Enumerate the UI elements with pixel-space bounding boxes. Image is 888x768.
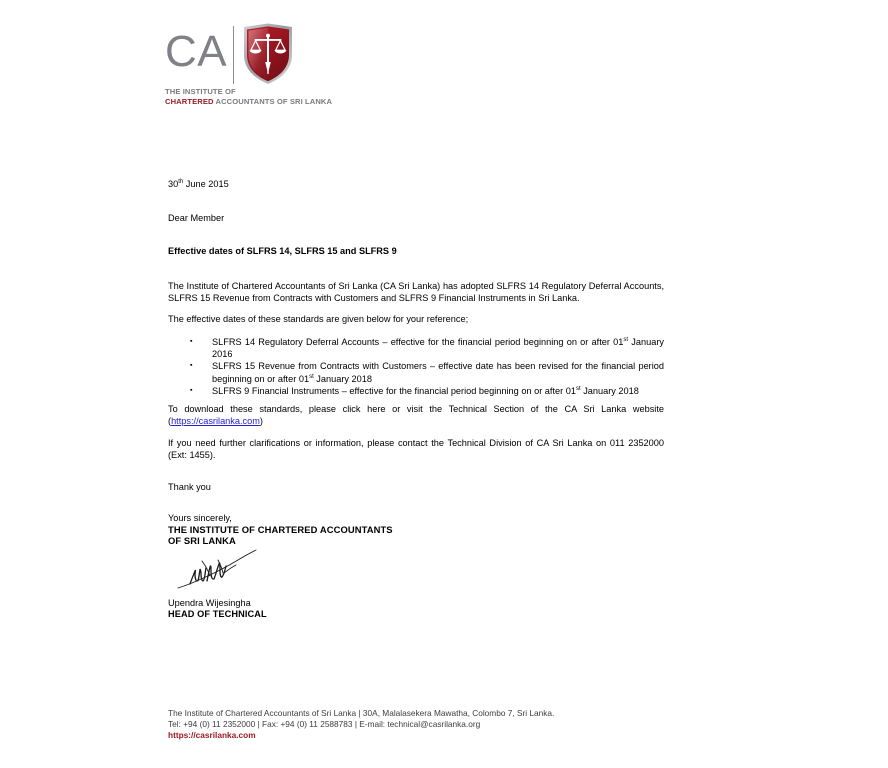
date-day: 30 xyxy=(168,179,179,189)
footer-contact: Tel: +94 (0) 11 2352000 | Fax: +94 (0) 11 2588783 | E-mail: technical@casrilanka.org xyxy=(168,719,481,729)
download-text-post: ) xyxy=(259,416,263,427)
bullet-text-pre: SLFRS 9 Financial Instruments – effective for the financial period beginning on or after 01 xyxy=(212,385,576,396)
salutation: Dear Member xyxy=(168,213,225,223)
handwritten-signature xyxy=(176,548,286,594)
footer xyxy=(168,708,688,741)
bullet-ordinal: st xyxy=(309,373,314,380)
paragraph-effective-intro: The effective dates of these standards are given below for your reference; xyxy=(168,314,469,324)
list-item xyxy=(190,360,664,384)
closing-org-line2: OF SRI LANKA xyxy=(168,534,236,546)
list-item xyxy=(190,336,664,360)
logo-row xyxy=(165,26,525,84)
bullet-ordinal: st xyxy=(575,385,581,392)
thank-you-line: Thank you xyxy=(168,482,211,492)
bullet-text-pre: SLFRS 15 Revenue from Contracts with Customers – effective date has been revised for the financial period beginning on or after 01 xyxy=(212,361,664,384)
paragraph-contact: If you need further clarifications or information, please contact the Technical Division of CA Sri Lanka on 011 2352000 (Ext: 1455). xyxy=(168,438,664,461)
signer-name: Upendra Wijesingha xyxy=(168,598,251,608)
footer-address: The Institute of Chartered Accountants of Sri Lanka | 30A, Malalasekera Mawatha, Colombo 7, Sri Lanka. xyxy=(168,708,555,718)
bullet-ordinal: st xyxy=(623,336,629,343)
closing-salutation: Yours sincerely, xyxy=(168,513,232,523)
bullet-text-post: January 2016 xyxy=(212,337,664,360)
date-ordinal: th xyxy=(178,178,184,185)
scales-of-justice-shield-icon xyxy=(242,23,294,85)
paragraph-adoption: The Institute of Chartered Accountants of Sri Lanka (CA Sri Lanka) has adopted SLFRS 14 Regulatory Deferral Accounts, SLFRS 15 Revenue from Contracts with Customers and SLFRS 9 Financial Instruments in Sri Lanka. xyxy=(168,281,664,304)
logo-accountants-words: ACCOUNTANTS OF SRI LANKA xyxy=(213,97,333,106)
signer-block xyxy=(168,598,267,620)
closing-block xyxy=(168,513,468,546)
date-rest: June 2015 xyxy=(183,179,229,189)
bullet-marker: ▪ xyxy=(190,338,193,345)
bullet-text-post: January 2018 xyxy=(580,385,639,396)
logo-line-institute: THE INSTITUTE OF xyxy=(165,87,236,96)
download-text-pre: To download these standards, please click here or visit the Technical Section of the CA Sri Lanka website ( xyxy=(168,404,664,427)
subject-heading: Effective dates of SLFRS 14, SLFRS 15 and SLFRS 9 xyxy=(168,246,397,256)
bullet-text-post: January 2018 xyxy=(313,373,372,384)
paragraph-download xyxy=(168,403,664,427)
list-item xyxy=(190,385,664,397)
bullet-text-pre: SLFRS 14 Regulatory Deferral Accounts – effective for the financial period beginning on or after 01 xyxy=(212,337,624,347)
bullet-marker: ▪ xyxy=(190,362,193,370)
letter-date xyxy=(168,178,229,190)
signer-title: HEAD OF TECHNICAL xyxy=(168,609,267,619)
effective-dates-list xyxy=(190,336,664,397)
footer-website-url[interactable]: https://casrilanka.com xyxy=(168,730,256,740)
logo-chartered-word: CHARTERED xyxy=(165,97,214,106)
closing-org-line1: THE INSTITUTE OF CHARTERED ACCOUNTANTS xyxy=(168,523,393,535)
casrilanka-website-link[interactable]: https://casrilanka.com xyxy=(171,416,260,427)
logo-wordmark xyxy=(165,87,525,107)
letterhead xyxy=(165,26,525,110)
bullet-marker: ▪ xyxy=(190,386,193,394)
logo-line-chartered xyxy=(165,97,525,107)
logo-divider xyxy=(233,26,234,84)
ca-monogram: CA xyxy=(165,27,228,76)
